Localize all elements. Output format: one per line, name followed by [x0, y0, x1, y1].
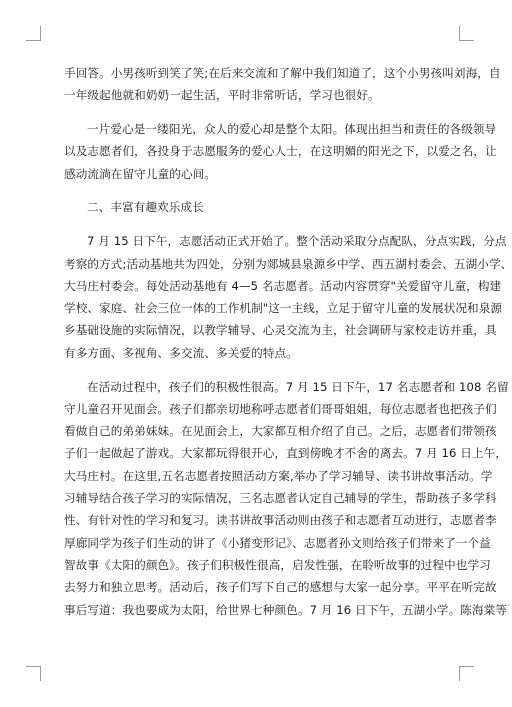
document-body: [64, 62, 512, 621]
text-line: 去努力和独立思考。活动后，孩子们写下自己的感想与大家一起分享。平平在听完故: [64, 580, 497, 595]
text-line: 智故事《太阳的颜色》。孩子们积极性很高，启发性强，在聆听故事的过程中也学习: [64, 557, 491, 572]
text-line: 一片爱心是一缕阳光，众人的爱心却是整个太阳。体现出担当和责任的各级领导: [87, 122, 497, 137]
paragraph-p4: [64, 376, 509, 621]
text-line: 看做自己的弟弟妹妹。在见面会上，大家都互相介绍了自己。之后，志愿者们带领孩: [64, 424, 497, 439]
text-line: 大马庄村。在这里,五名志愿者按照活动方案,举办了学习辅导、读书讲故事活动。学: [64, 468, 493, 483]
crop-mark-bottom-right: [459, 666, 474, 681]
text-line: 在活动过程中，孩子们的积极性很高。7 月 15 日下午，17 名志愿者和 108 名留: [87, 379, 509, 394]
text-line: 事后写道：我也要成为太阳，给世界七种颜色。7 月 16 日下午，五湖小学。陈海棠等: [64, 602, 508, 617]
text-line: 感动流淌在留守儿童的心间。: [64, 166, 217, 181]
text-line: 厚廊同学为孩子们生动的讲了《小猪变形记》、志愿者孙文则给孩子们带来了一个益: [64, 535, 491, 550]
text-line: 有多方面、多视角、多交流、多关爱的特点。: [64, 345, 298, 360]
heading-text: 二、丰富有趣欢乐成长: [87, 200, 204, 215]
text-line: 以及志愿者们，各投身于志愿服务的爱心人士，在这明媚的阳光之下，以爱之名，让: [64, 144, 497, 159]
text-line: 7 月 15 日下午，志愿活动正式开始了。整个活动采取分点配队，分点实践，分点: [87, 234, 507, 249]
text-line: 大马庄村委会。每处活动基地有 4—5 名志愿者。活动内容贯穿"关爱留守儿童，构建: [64, 278, 502, 293]
text-line: 一年级起他就和奶奶一起生活，平时非常听话，学习也很好。: [64, 88, 380, 103]
text-line: 考察的方式;活动基地共为四处，分别为郯城县泉源乡中学、西五湖村委会、五湖小学、: [64, 256, 512, 271]
text-line: 乡基础设施的实际情况，以教学辅导、心灵交流为主，社会调研与家校走访并重，具: [64, 323, 497, 338]
text-line: 子们一起做起了游戏。大家都玩得很开心，直到傍晚才不舍的离去。7 月 16 日上午，: [64, 446, 508, 461]
crop-mark-top-left: [26, 26, 41, 41]
section-heading: [64, 196, 440, 218]
text-line: 手回答。小男孩听到笑了笑;在后来交流和了解中我们知道了，这个小男孩叫刘海，自: [64, 66, 501, 80]
paragraph-p3: [64, 230, 512, 364]
paragraph-p2: [64, 118, 497, 185]
text-line: 守儿童召开见面会。孩子们都亲切地称呼志愿者们哥哥姐姐，每位志愿者也把孩子们: [64, 401, 497, 416]
text-line: 学校、家庭、社会三位一体的工作机制"这一主线，立足于留守儿童的发展状况和泉源: [64, 301, 503, 316]
text-line: 习辅导结合孩子学习的实际情况，三名志愿者认定自己辅导的学生，帮助孩子多学科: [64, 491, 497, 506]
crop-mark-bottom-left: [26, 666, 41, 681]
paragraph-p1: [64, 62, 501, 107]
text-line: 性、有针对性的学习和复习。读书讲故事活动则由孩子和志愿者互动进行，志愿者李: [64, 513, 497, 528]
crop-mark-top-right: [459, 26, 474, 41]
